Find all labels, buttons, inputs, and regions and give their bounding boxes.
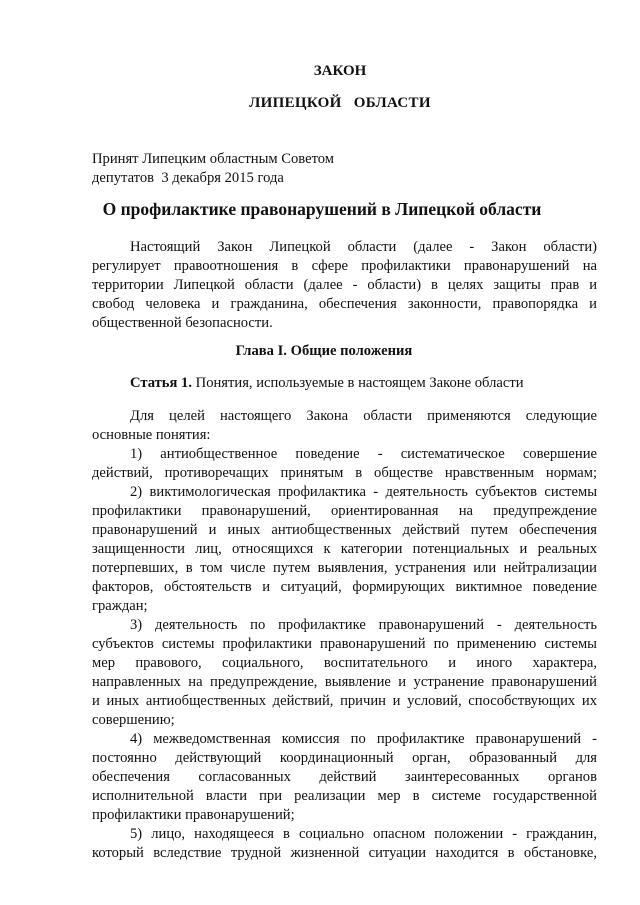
definition-line: 5) лицо, находящееся в социально опасном положении - гражданин, — [130, 826, 597, 842]
definition-line: 1) антиобщественное поведение - систематическое совершение — [130, 446, 597, 462]
article-heading — [130, 375, 524, 392]
definition-line: постоянно действующий координационный орган, образованный для — [92, 750, 597, 766]
definition-line: граждан; — [92, 598, 148, 614]
definition-line: профилактики правонарушений, ориентированная на предупреждение — [92, 503, 597, 519]
definition-line: факторов, обстоятельств и ситуаций, формирующих виктимное поведение — [92, 579, 597, 595]
definition-line: совершению; — [92, 712, 175, 728]
definition-line: обеспечения согласованных действий заинтересованных органов — [92, 769, 597, 785]
preamble-line: регулирует правоотношения в сфере профилактики правонарушений на — [92, 258, 597, 274]
definition-line: основные понятия: — [92, 427, 211, 443]
adoption-line: депутатов 3 декабря 2015 года — [92, 170, 284, 186]
preamble-line: свобод человека и гражданина, обеспечения законности, правопорядка и — [92, 296, 597, 312]
article-number: Статья 1. — [130, 375, 192, 391]
preamble-line: Настоящий Закон Липецкой области (далее - Закон области) — [130, 239, 597, 255]
article-title: Понятия, используемые в настоящем Законе области — [192, 375, 524, 391]
definition-line: защищенности лиц, относящихся к категории потенциальных и реальных — [92, 541, 597, 557]
definition-line: Для целей настоящего Закона области применяются следующие — [130, 408, 597, 424]
chapter-heading: Глава I. Общие положения — [235, 343, 413, 359]
definition-line: правонарушений и иных антиобщественных действий путем обеспечения — [92, 522, 597, 538]
law-heading: ЗАКОН — [313, 63, 367, 79]
preamble — [92, 238, 597, 333]
preamble-line: общественной безопасности. — [92, 315, 273, 331]
law-title: О профилактике правонарушений в Липецкой области — [102, 199, 542, 219]
definitions — [92, 407, 597, 863]
adoption-info — [92, 150, 334, 188]
definition-line: действий, противоречащих принятым в обществе нравственным нормам; — [92, 465, 597, 481]
definition-line: 2) виктимологическая профилактика - деятельность субъектов системы — [130, 484, 597, 500]
definition-line: профилактики правонарушений; — [92, 807, 295, 823]
region-heading: ЛИПЕЦКОЙ ОБЛАСТИ — [249, 95, 431, 111]
definition-line: мер правового, социального, воспитательного и иного характера, — [92, 655, 597, 671]
preamble-line: территории Липецкой области (далее - области) в целях защиты прав и — [92, 277, 597, 293]
definition-line: 3) деятельность по профилактике правонарушений - деятельность — [130, 617, 597, 633]
definition-line: исполнительной власти при реализации мер в системе государственной — [92, 788, 597, 804]
definition-line: и иных антиобщественных действий, причин и условий, способствующих их — [92, 693, 597, 709]
definition-line: потерпевших, в том числе путем выявления, устранения или нейтрализации — [92, 560, 597, 576]
definition-line: 4) межведомственная комиссия по профилактике правонарушений - — [130, 731, 597, 747]
adoption-line: Принят Липецким областным Советом — [92, 151, 335, 167]
definition-line: субъектов системы профилактики правонарушений по применению системы — [92, 636, 597, 652]
definition-line: который вследствие трудной жизненной ситуации находится в обстановке, — [92, 845, 597, 861]
definition-line: направленных на предупреждение, выявление и устранение правонарушений — [92, 674, 597, 690]
